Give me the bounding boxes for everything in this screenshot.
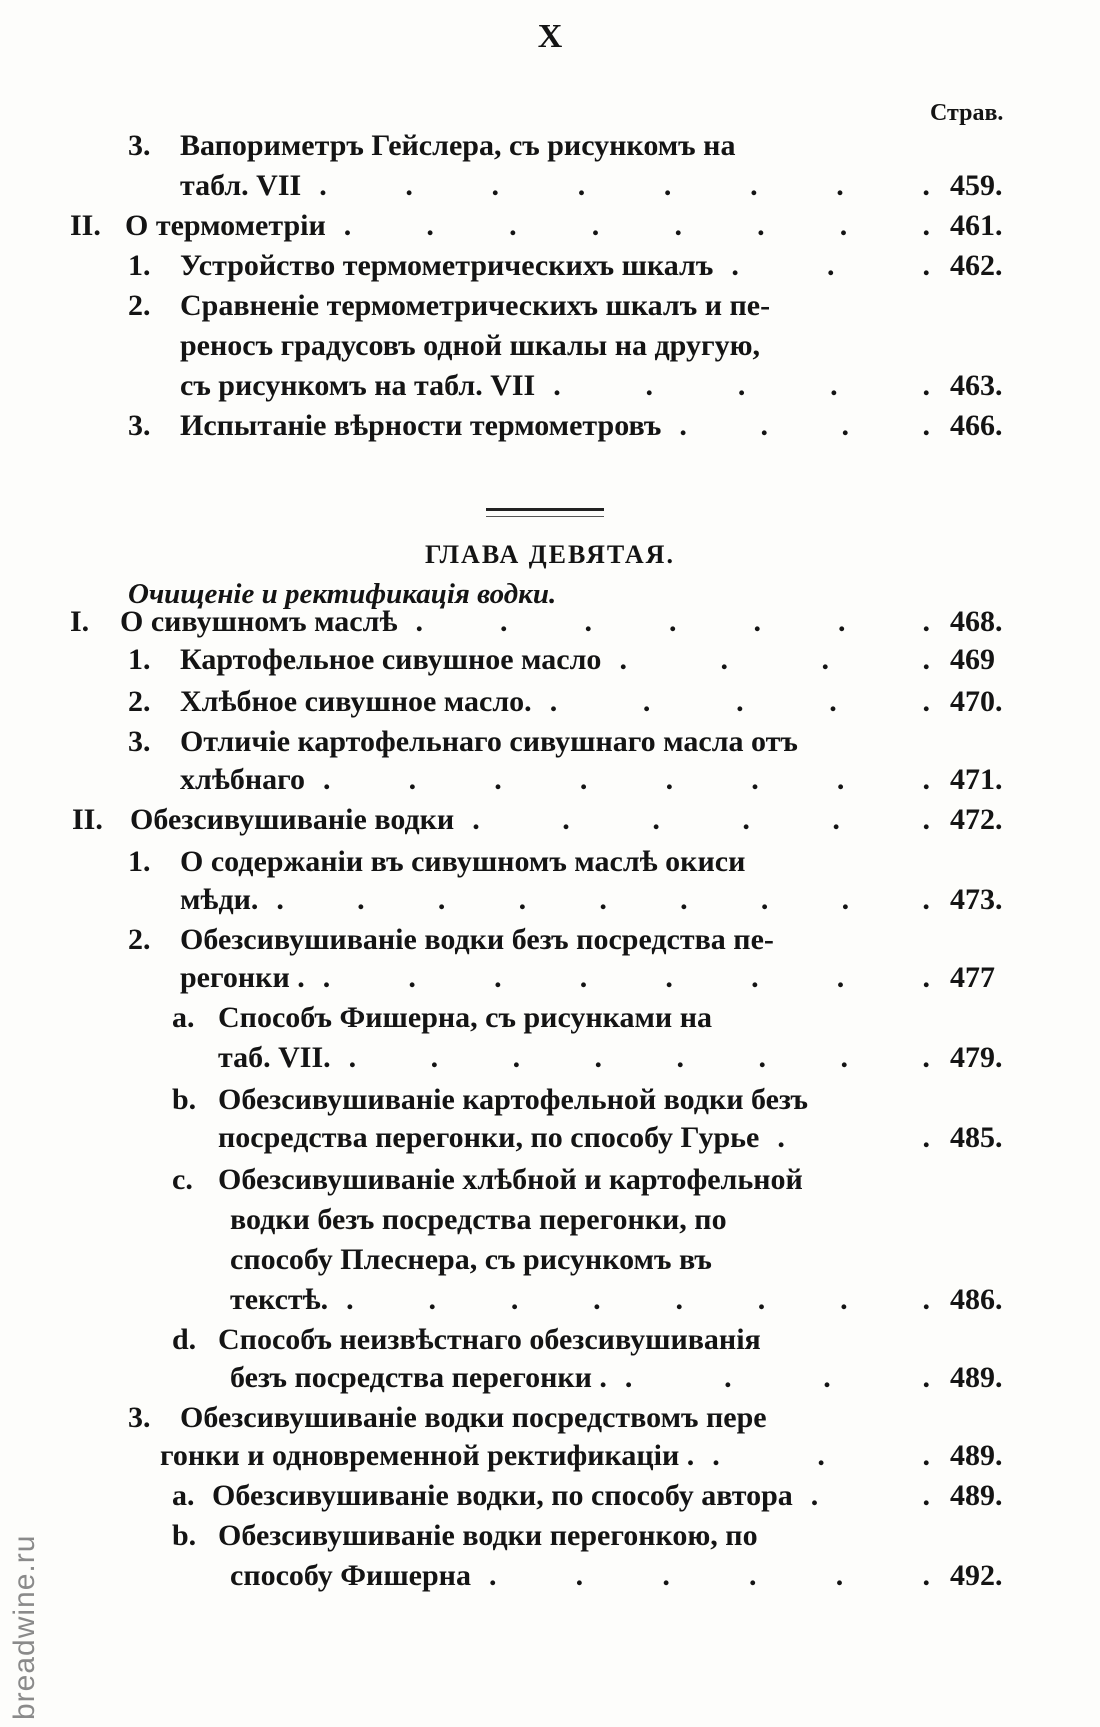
- leader-dots: . . . . . . . .: [323, 763, 930, 796]
- leader-dots: . . . . . . . .: [348, 1041, 930, 1074]
- leader-dots: . . . . . . . .: [343, 209, 930, 242]
- toc-entry-page: 466.: [950, 409, 1003, 442]
- toc-entry-page: 492.: [950, 1559, 1003, 1592]
- toc-entry-page: 489.: [950, 1479, 1003, 1512]
- chapter-subtitle: Очищеніе и ректификація водки.: [128, 578, 557, 610]
- toc-entry-text: Вапориметръ Гейслера, съ рисункомъ на: [180, 129, 736, 162]
- toc-entry-number: 3.: [128, 409, 151, 442]
- toc-entry-number: 3.: [128, 129, 151, 162]
- toc-entry-text: Испытаніе вѣрности термометровъ: [180, 409, 662, 442]
- chapter-title: ГЛАВА ДЕВЯТАЯ.: [425, 540, 675, 569]
- toc-entry-text: мѣди.: [180, 883, 259, 916]
- toc-entry-text: Обезсивушиваніе водки: [130, 803, 455, 836]
- toc-entry-number: 2.: [128, 289, 151, 322]
- toc-entry-page: 479.: [950, 1041, 1003, 1074]
- leader-dots: . . . . .: [553, 369, 930, 402]
- leader-dots: . . . .: [679, 409, 930, 442]
- toc-entry-text: таб. VII.: [218, 1041, 331, 1074]
- toc-entry-number: 2.: [128, 685, 151, 718]
- toc-entry-page: 470.: [950, 685, 1003, 718]
- toc-entry-text: способу Плеснера, съ рисункомъ въ: [230, 1243, 712, 1276]
- toc-entry-number: II.: [72, 803, 103, 836]
- watermark: breadwine.ru: [8, 1534, 41, 1720]
- toc-entry-text: безъ посредства перегонки .: [230, 1361, 607, 1394]
- toc-entry-text: Устройство термометрическихъ шкалъ: [180, 249, 714, 282]
- toc-entry-page: 469: [950, 643, 995, 676]
- leader-dots: . . .: [731, 249, 930, 282]
- toc-entry-page: 461.: [950, 209, 1003, 242]
- toc-entry-number: a.: [172, 1001, 195, 1034]
- toc-entry-text: О термометріи: [125, 209, 326, 242]
- toc-entry-number: c.: [172, 1163, 193, 1196]
- divider-rule: [486, 508, 604, 511]
- toc-entry-text: Обезсивушиваніе водки безъ посредства пе-: [180, 923, 774, 956]
- toc-entry-text: регонки .: [180, 961, 305, 994]
- toc-entry-number: 2.: [128, 923, 151, 956]
- toc-entry-text: Способъ неизвѣстнаго обезсивушиванія: [218, 1323, 761, 1356]
- toc-entry-text: реносъ градусовъ одной шкалы на другую,: [180, 329, 761, 362]
- leader-dots: . . .: [712, 1439, 930, 1472]
- divider-rule-thin: [486, 516, 604, 517]
- toc-entry-number: 3.: [128, 1401, 151, 1434]
- leader-dots: . . . . . . . .: [319, 169, 930, 202]
- toc-entry-text: Отличіе картофельнаго сивушнаго масла отъ: [180, 725, 798, 758]
- toc-entry-page: 462.: [950, 249, 1003, 282]
- leader-dots: . . . . . . .: [415, 605, 930, 638]
- toc-entry-text: хлѣбнаго: [180, 763, 305, 796]
- toc-entry-page: 489.: [950, 1361, 1003, 1394]
- toc-entry-text: Обезсивушиваніе водки перегонкою, по: [218, 1519, 758, 1552]
- leader-dots: . . . . . . . .: [346, 1283, 930, 1316]
- leader-dots: . . . .: [624, 1361, 930, 1394]
- leader-dots: . . . . . .: [472, 803, 930, 836]
- toc-entry-text: Способъ Фишерна, съ рисунками на: [218, 1001, 712, 1034]
- toc-entry-text: Обезсивушиваніе хлѣбной и картофельной: [218, 1163, 803, 1196]
- leader-dots: . . . . . .: [488, 1559, 930, 1592]
- toc-entry-number: d.: [172, 1323, 197, 1356]
- toc-entry-page: 471.: [950, 763, 1003, 796]
- leader-dots: . . . . . . . . .: [276, 883, 930, 916]
- toc-entry-text: способу Фишерна: [230, 1559, 471, 1592]
- toc-entry-text: гонки и одновременной ректификаціи .: [160, 1439, 695, 1472]
- toc-entry-number: 1.: [128, 643, 151, 676]
- toc-entry-text: Обезсивушиваніе водки посредствомъ пере: [180, 1401, 767, 1434]
- toc-entry-text: О сивушномъ маслѣ: [120, 605, 398, 638]
- leader-dots: . . . . .: [549, 685, 930, 718]
- toc-entry-text: текстѣ.: [230, 1283, 329, 1316]
- toc-entry-page: 486.: [950, 1283, 1003, 1316]
- toc-entry-number: 3.: [128, 725, 151, 758]
- leader-dots: . . . . . . . .: [322, 961, 930, 994]
- toc-entry-page: 459.: [950, 169, 1003, 202]
- toc-entry-number: a.: [172, 1479, 195, 1512]
- toc-entry-page: 463.: [950, 369, 1003, 402]
- toc-entry-number: b.: [172, 1519, 197, 1552]
- toc-entry-page: 485.: [950, 1121, 1003, 1154]
- leader-dots: . .: [777, 1121, 930, 1154]
- toc-entry-text: Хлѣбное сивушное масло.: [180, 685, 532, 718]
- toc-entry-page: 473.: [950, 883, 1003, 916]
- toc-entry-text: посредства перегонки, по способу Гурье: [218, 1121, 760, 1154]
- toc-entry-text: Картофельное сивушное масло: [180, 643, 602, 676]
- toc-entry-page: 472.: [950, 803, 1003, 836]
- toc-entry-page: 489.: [950, 1439, 1003, 1472]
- toc-entry-page: 468.: [950, 605, 1003, 638]
- toc-entry-number: 1.: [128, 845, 151, 878]
- toc-entry-number: II.: [70, 209, 101, 242]
- toc-entry-text: Обезсивушиваніе водки, по способу автора: [212, 1479, 793, 1512]
- toc-entry-text: Сравненіе термометрическихъ шкалъ и пе-: [180, 289, 771, 322]
- leader-dots: . .: [810, 1479, 930, 1512]
- toc-entry-text: табл. VII: [180, 169, 302, 202]
- toc-entry-page: 477: [950, 961, 995, 994]
- toc-entry-text: О содержаніи въ сивушномъ маслѣ окиси: [180, 845, 746, 878]
- toc-entry-number: I.: [70, 605, 90, 638]
- toc-entry-number: 1.: [128, 249, 151, 282]
- page-number: X: [537, 18, 563, 55]
- column-header: Страв.: [930, 100, 1004, 126]
- toc-entry-text: съ рисункомъ на табл. VII: [180, 369, 536, 402]
- leader-dots: . . . .: [619, 643, 930, 676]
- toc-entry-text: водки безъ посредства перегонки, по: [230, 1203, 727, 1236]
- toc-entry-text: Обезсивушиваніе картофельной водки безъ: [218, 1083, 808, 1116]
- toc-entry-number: b.: [172, 1083, 197, 1116]
